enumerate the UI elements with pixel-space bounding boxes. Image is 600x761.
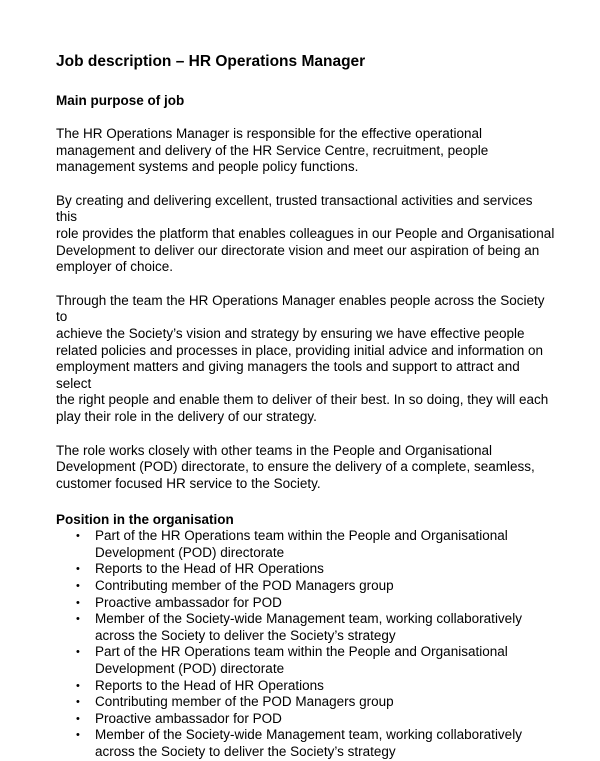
bullet-icon: • <box>76 613 80 626</box>
paragraph-line: play their role in the delivery of our strategy. <box>56 408 317 424</box>
list-item <box>56 678 556 695</box>
list-item-line: Part of the HR Operations team within the People and Organisational <box>95 644 508 660</box>
list-item <box>56 694 556 711</box>
list-item <box>56 711 556 728</box>
list-item-line: across the Society to deliver the Society’s strategy <box>95 627 396 643</box>
paragraph-line: Development to deliver our directorate vision and meet our aspiration of being an <box>56 242 540 258</box>
bullet-icon: • <box>76 530 80 543</box>
list-item-line: Proactive ambassador for POD <box>95 710 282 726</box>
paragraph-line: role provides the platform that enables colleagues in our People and Organisational <box>56 225 555 241</box>
document-title: Job description – HR Operations Manager <box>56 53 366 70</box>
list-item <box>56 561 556 578</box>
list-item-line: Part of the HR Operations team within the People and Organisational <box>95 528 508 544</box>
paragraph-line: related policies and processes in place, providing initial advice and information on <box>56 342 544 358</box>
paragraph-line: employer of choice. <box>56 259 174 275</box>
list-item-line: Development (POD) directorate <box>95 661 285 677</box>
purpose-paragraph-3 <box>56 293 556 426</box>
bullet-icon: • <box>76 679 80 692</box>
bullet-icon: • <box>76 596 80 609</box>
paragraph-line: Development (POD) directorate, to ensure the delivery of a complete, seamless, <box>56 459 535 475</box>
main-purpose-heading: Main purpose of job <box>56 93 185 108</box>
list-item <box>56 578 556 595</box>
bullet-icon: • <box>76 580 80 593</box>
position-list-1 <box>56 528 556 644</box>
paragraph-line: The HR Operations Manager is responsible for the effective operational <box>56 126 482 141</box>
list-item-line: Contributing member of the POD Managers group <box>95 694 394 710</box>
position-list-2 <box>56 644 556 760</box>
list-item <box>56 595 556 612</box>
paragraph-line: Through the team the HR Operations Manager enables people across the Society to <box>56 292 545 325</box>
paragraph-line: customer focused HR service to the Society. <box>56 475 321 491</box>
paragraph-line: the right people and enable them to deliver of their best. In so doing, they will each <box>56 392 549 408</box>
list-item-line: Proactive ambassador for POD <box>95 594 282 610</box>
purpose-paragraph-2 <box>56 193 556 276</box>
paragraph-line: achieve the Society’s vision and strategy by ensuring we have effective people <box>56 325 525 341</box>
paragraph-line: By creating and delivering excellent, trusted transactional activities and services this <box>56 192 533 225</box>
paragraph-line: The role works closely with other teams in the People and Organisational <box>56 442 492 458</box>
list-item-line: Contributing member of the POD Managers group <box>95 578 394 594</box>
list-item-line: Reports to the Head of HR Operations <box>95 677 324 693</box>
bullet-icon: • <box>76 563 80 576</box>
list-item <box>56 528 556 561</box>
list-item <box>56 727 556 760</box>
bullet-icon: • <box>76 646 80 659</box>
paragraph-line: employment matters and giving managers the tools and support to attract and select <box>56 359 520 391</box>
bullet-icon: • <box>76 712 80 725</box>
list-item-line: Development (POD) directorate <box>95 544 285 560</box>
list-item-line: Reports to the Head of HR Operations <box>95 561 324 577</box>
list-item-line: Member of the Society-wide Management team, working collaboratively <box>95 611 522 627</box>
purpose-paragraph-1 <box>56 126 556 176</box>
list-item <box>56 644 556 677</box>
list-item <box>56 611 556 644</box>
purpose-paragraph-4 <box>56 443 556 493</box>
list-item-line: Member of the Society-wide Management team, working collaboratively <box>95 727 522 743</box>
bullet-icon: • <box>76 729 80 742</box>
paragraph-line: management and delivery of the HR Service Centre, recruitment, people <box>56 142 489 158</box>
position-heading: Position in the organisation <box>56 512 234 528</box>
document-page <box>56 52 556 761</box>
paragraph-line: management systems and people policy functions. <box>56 159 359 175</box>
bullet-icon: • <box>76 696 80 709</box>
list-item-line: across the Society to deliver the Society’s strategy <box>95 744 396 759</box>
